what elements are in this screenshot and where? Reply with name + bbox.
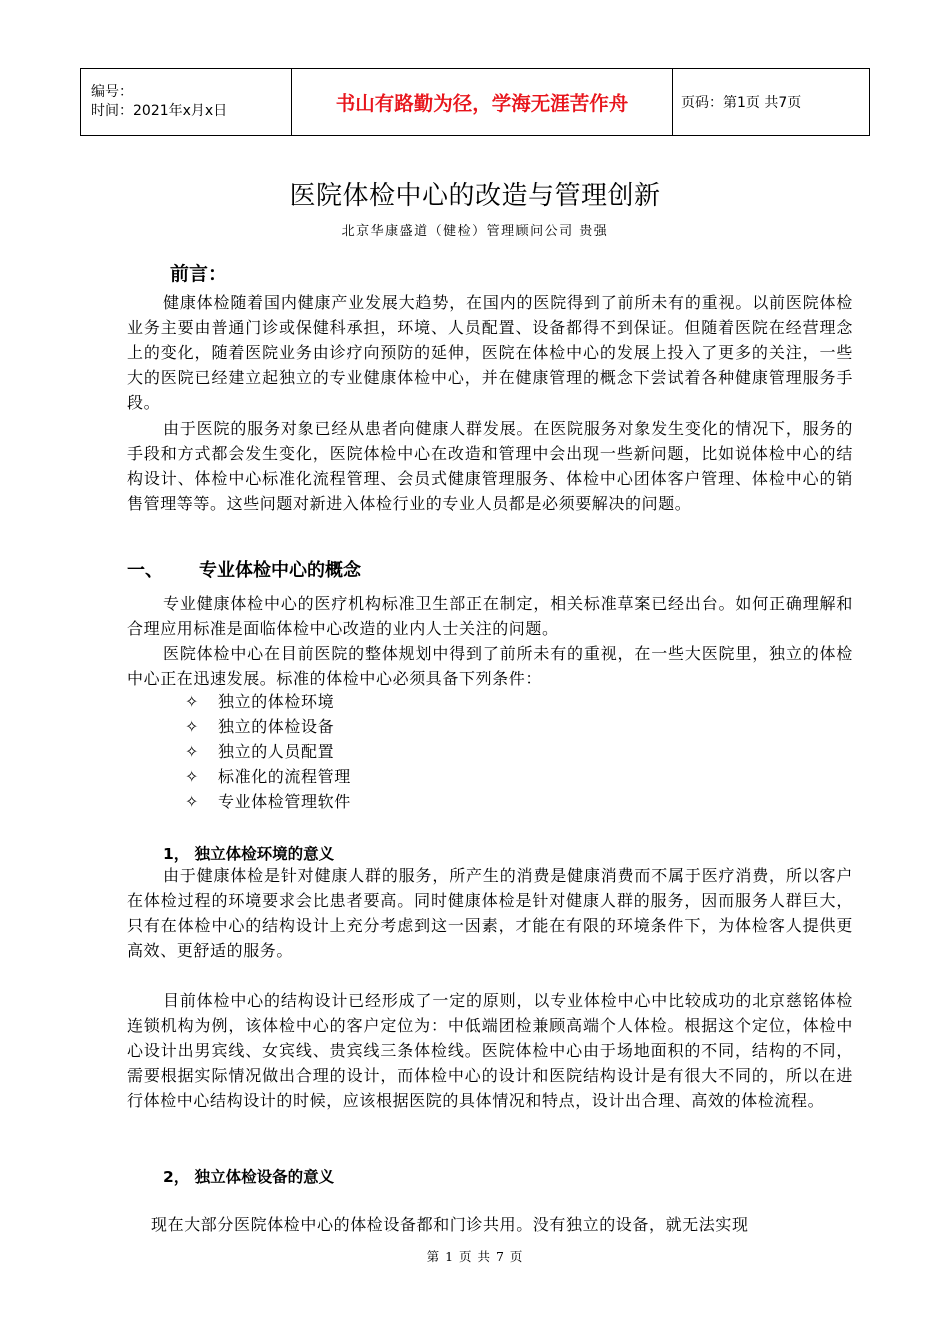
document-title: 医院体检中心的改造与管理创新 [289, 181, 661, 211]
subsection-heading: 2， 独立体检设备的意义 [163, 1168, 335, 1186]
diamond-bullet-icon: ✧ [185, 692, 200, 711]
preface-heading: 前言： [170, 263, 228, 285]
section-title: 专业体检中心的概念 [199, 560, 361, 581]
diamond-bullet-icon: ✧ [185, 717, 200, 736]
body-paragraph: 专业健康体检中心的医疗机构标准卫生部正在制定，相关标准草案已经出台。如何正确理解和合理应用标准是面临体检中心改造的业内人士关注的问题。 [127, 594, 853, 638]
diamond-bullet-icon: ✧ [185, 742, 200, 761]
preface-paragraph: 由于医院的服务对象已经从患者向健康人群发展。在医院服务对象发生变化的情况下，服务的手段和方式都会发生变化，医院体检中心在改造和管理中会出现一些新问题，比如说体检中心的结构设计、体检中心标准化流程管理、会员式健康管理服务、体检中心团体客户管理、体检中心的销售管理等等。这些问题对新进入体检行业的专业人员都是必须要解决的问题。 [127, 419, 853, 513]
document-time: 时间：2021年x月x日 [91, 103, 228, 119]
body-paragraph: 目前体检中心的结构设计已经形成了一定的原则，以专业体检中心中比较成功的北京慈铭体检连锁机构为例，该体检中心的客户定位为：中低端团检兼顾高端个人体检。根据这个定位，体检中心设计出男宾线、女宾线、贵宾线三条体检线。医院体检中心由于场地面积的不同，结构的不同，需要根据实际情况做出合理的设计，而体检中心的设计和医院结构设计是有很大不同的，所以在进行体检中心结构设计的时候，应该根据医院的具体情况和特点，设计出合理、高效的体检流程。 [127, 991, 853, 1110]
page-footer: 第 1 页 共 7 页 [426, 1249, 524, 1264]
list-item: ✧ 独立的体检环境 [185, 689, 351, 714]
requirements-list [185, 689, 351, 814]
section-heading [127, 556, 361, 582]
document-number-label: 编号： [91, 84, 133, 100]
preface-paragraph: 健康体检随着国内健康产业发展大趋势，在国内的医院得到了前所未有的重视。以前医院体检业务主要由普通门诊或保健科承担，环境、人员配置、设备都得不到保证。但随着医院在经营理念上的变化，随着医院业务由诊疗向预防的延伸，医院在体检中心的发展上投入了更多的关注，一些大的医院已经建立起独立的专业健康体检中心，并在健康管理的概念下尝试着各种健康管理服务手段。 [127, 293, 853, 412]
header-motto: 书山有路勤为径，学海无涯苦作舟 [292, 69, 673, 136]
body-paragraph: 现在大部分医院体检中心的体检设备都和门诊共用。没有独立的设备，就无法实现 [151, 1215, 749, 1234]
page-header [80, 68, 870, 136]
section-number: 一、 [127, 560, 163, 581]
body-paragraph: 医院体检中心在目前医院的整体规划中得到了前所未有的重视，在一些大医院里，独立的体检中心正在迅速发展。标准的体检中心必须具备下列条件： [127, 644, 853, 688]
list-item: ✧ 专业体检管理软件 [185, 789, 351, 814]
header-meta [81, 69, 292, 136]
body-paragraph: 由于健康体检是针对健康人群的服务，所产生的消费是健康消费而不属于医疗消费，所以客户在体检过程的环境要求会比患者要高。同时健康体检是针对健康人群的服务，因而服务人群巨大，只有在体检中心的结构设计上充分考虑到这一因素，才能在有限的环境条件下，为体检客人提供更高效、更舒适的服务。 [127, 866, 853, 960]
list-item: ✧ 标准化的流程管理 [185, 764, 351, 789]
list-item: ✧ 独立的人员配置 [185, 739, 351, 764]
diamond-bullet-icon: ✧ [185, 792, 200, 811]
diamond-bullet-icon: ✧ [185, 767, 200, 786]
list-item: ✧ 独立的体检设备 [185, 714, 351, 739]
document-author: 北京华康盛道（健检）管理顾问公司 贵强 [341, 224, 609, 239]
subsection-heading: 1， 独立体检环境的意义 [163, 845, 335, 863]
header-page-info: 页码：第1页 共7页 [673, 69, 870, 136]
